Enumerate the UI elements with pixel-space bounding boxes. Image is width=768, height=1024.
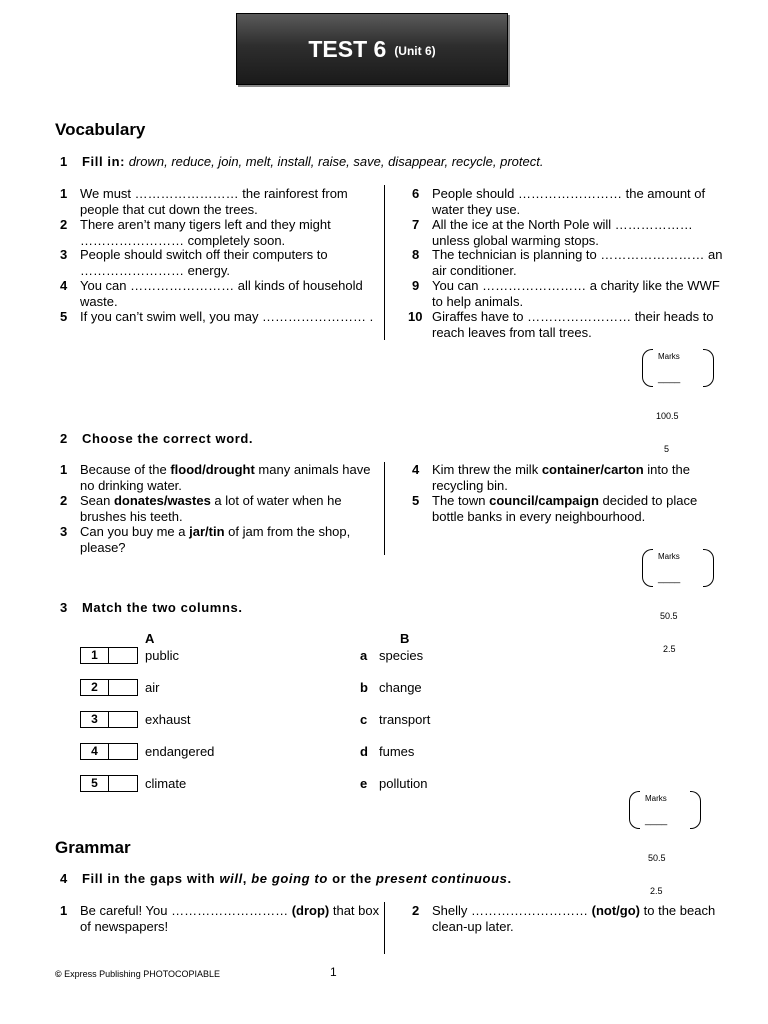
ex3-number: 3 <box>60 600 68 615</box>
ex1-item: 8 The technician is planning to …………………… an air conditioner. <box>412 247 723 278</box>
footer-copyright <box>55 969 220 979</box>
ex1-item: 9 You can …………………… a charity like the WWF to help animals. <box>412 278 720 309</box>
column-b-letter: b <box>360 680 368 695</box>
ex1-item: 5 If you can’t swim well, you may …………………… . <box>60 309 374 324</box>
column-a-item: exhaust <box>145 712 191 727</box>
column-b-item: change <box>379 680 422 695</box>
ex2-item: 1 Because of the flood/drought many animals have no drinking water. <box>60 462 371 493</box>
ex2-marks-box <box>642 549 714 587</box>
marks-line: ____ <box>645 815 668 826</box>
test-title: TEST 6 <box>308 35 387 62</box>
column-a-item: climate <box>145 776 187 791</box>
test-title-banner <box>236 13 508 85</box>
marks-label: Marks <box>658 552 680 561</box>
vocabulary-heading: Vocabulary <box>55 120 146 139</box>
ex1-word-list: drown, reduce, join, melt, install, raise, save, disappear, recycle, protect. <box>128 154 544 169</box>
column-divider <box>384 462 385 555</box>
marks-label: Marks <box>658 352 680 361</box>
match-answer-box[interactable]: 5 <box>80 775 138 792</box>
match-answer-box[interactable]: 4 <box>80 743 138 760</box>
ex1-item: 6 People should …………………… the amount of water they use. <box>412 186 706 217</box>
ex4-item: 2 Shelly ……………………… (not/go) to the beach clean-up later. <box>412 903 716 934</box>
column-b-item: transport <box>379 712 431 727</box>
ex1-item: 4 You can …………………… all kinds of household waste. <box>60 278 363 309</box>
column-b-item: pollution <box>379 776 428 791</box>
ex3-score-item: 2.5 <box>650 886 663 896</box>
marks-line: ____ <box>658 373 681 384</box>
grammar-heading: Grammar <box>55 838 131 857</box>
ex2-score-item: 2.5 <box>663 644 676 654</box>
ex3-marks-box <box>629 791 701 829</box>
column-divider <box>384 902 385 954</box>
column-b-item: fumes <box>379 744 415 759</box>
ex1-item: 7 All the ice at the North Pole will ……………… unless global warming stops. <box>412 217 693 248</box>
column-a-item: public <box>145 648 179 663</box>
ex1-instruction <box>60 154 543 169</box>
column-a-item: air <box>145 680 160 695</box>
column-b-item: species <box>379 648 424 663</box>
ex1-number: 1 <box>60 154 68 169</box>
marks-line: ____ <box>658 573 681 584</box>
ex3-instruction <box>60 600 243 615</box>
column-b-letter: e <box>360 776 368 791</box>
column-b-letter: d <box>360 744 368 759</box>
ex2-label: Choose the correct word. <box>82 431 254 446</box>
ex2-item: 3 Can you buy me a jar/tin of jam from the shop, please? <box>60 524 351 555</box>
copyright-symbol: © <box>55 969 62 979</box>
bracket-left <box>642 349 653 387</box>
bracket-left <box>629 791 640 829</box>
ex4-item: 1 Be careful! You ……………………… (drop) that box of newspapers! <box>60 903 380 934</box>
ex2-item: 4 Kim threw the milk container/carton into the recycling bin. <box>412 462 690 493</box>
column-divider <box>384 185 385 340</box>
ex1-item: 2 There aren’t many tigers left and they might …………………… completely soon. <box>60 217 331 248</box>
ex4-instruction: 4 Fill in the gaps with will, be going to or the present continuous. <box>60 871 512 886</box>
ex3-label: Match the two columns. <box>82 600 243 615</box>
ex2-instruction <box>60 431 253 446</box>
ex1-item: 10 Giraffes have to …………………… their heads to reach leaves from tall trees. <box>408 309 714 340</box>
ex1-marks-box <box>642 349 714 387</box>
ex1-item: 1 We must …………………… the rainforest from people that cut down the trees. <box>60 186 348 217</box>
ex1-score-total: 100.5 <box>656 411 679 421</box>
column-b-heading: B <box>400 631 410 646</box>
test-unit: (Unit 6) <box>394 44 436 58</box>
match-answer-box[interactable]: 3 <box>80 711 138 728</box>
column-a-heading: A <box>145 631 155 646</box>
bracket-right <box>690 791 701 829</box>
bracket-left <box>642 549 653 587</box>
bracket-right <box>703 349 714 387</box>
match-answer-box[interactable]: 2 <box>80 679 138 696</box>
ex1-item: 3 People should switch off their computers to …………………… energy. <box>60 247 328 278</box>
page-number: 1 <box>330 965 337 979</box>
ex2-item: 2 Sean donates/wastes a lot of water when he brushes his teeth. <box>60 493 342 524</box>
ex4-number: 4 <box>60 871 68 886</box>
match-answer-box[interactable]: 1 <box>80 647 138 664</box>
publisher-text: Express Publishing PHOTOCOPIABLE <box>64 969 221 979</box>
column-b-letter: c <box>360 712 368 727</box>
ex2-score-total: 50.5 <box>660 611 678 621</box>
marks-label: Marks <box>645 794 667 803</box>
bracket-right <box>703 549 714 587</box>
ex3-score-total: 50.5 <box>648 853 666 863</box>
column-b-letter: a <box>360 648 368 663</box>
column-a-item: endangered <box>145 744 215 759</box>
ex2-number: 2 <box>60 431 68 446</box>
ex1-score-item: 5 <box>664 444 670 454</box>
ex2-item: 5 The town council/campaign decided to place bottle banks in every neighbourhood. <box>412 493 698 524</box>
ex1-label: Fill in: <box>82 154 126 169</box>
